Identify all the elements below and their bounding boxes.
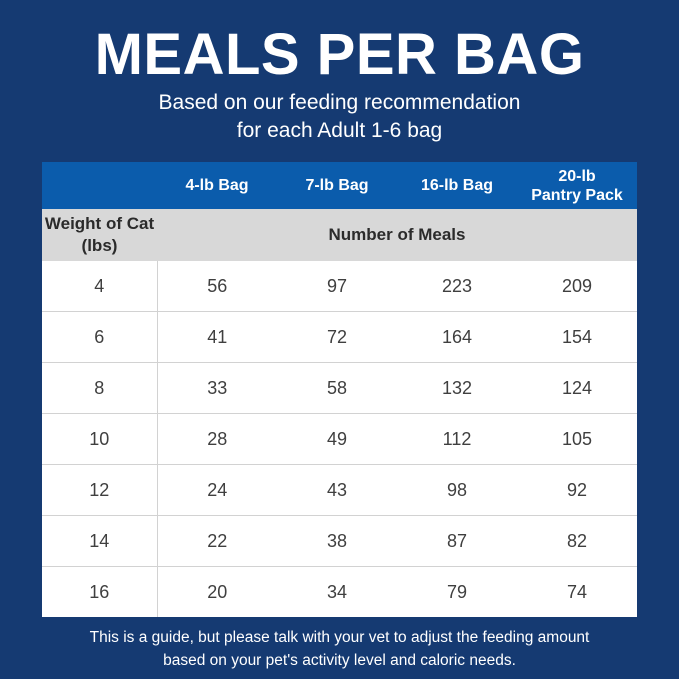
meals-cell: 92 — [517, 465, 637, 516]
meals-cell: 79 — [397, 567, 517, 618]
meals-cell: 132 — [397, 363, 517, 414]
weight-header-line-1: Weight of Cat — [44, 214, 155, 233]
weight-of-cat-header — [42, 209, 157, 261]
meals-cell: 38 — [277, 516, 397, 567]
meals-cell: 223 — [397, 261, 517, 312]
table-row-weight-6 — [42, 312, 637, 363]
meals-cell: 58 — [277, 363, 397, 414]
meals-cell: 72 — [277, 312, 397, 363]
column-header-label: 4-lb Bag — [185, 177, 249, 194]
meals-cell: 98 — [397, 465, 517, 516]
meals-cell: 33 — [157, 363, 277, 414]
table-row-weight-4 — [42, 261, 637, 312]
meals-cell: 56 — [157, 261, 277, 312]
meals-cell: 49 — [277, 414, 397, 465]
footnote — [0, 626, 679, 672]
subtitle-line-2: for each Adult 1-6 bag — [236, 119, 443, 142]
table-row-weight-16 — [42, 567, 637, 618]
bag-size-header-row — [42, 162, 637, 209]
meals-cell: 164 — [397, 312, 517, 363]
table-row-weight-14 — [42, 516, 637, 567]
weight-cell: 6 — [42, 312, 157, 363]
column-header-4lb-bag — [157, 162, 277, 209]
meals-cell: 154 — [517, 312, 637, 363]
meals-cell: 87 — [397, 516, 517, 567]
column-header-label: 20-lb — [558, 167, 596, 185]
meals-cell: 124 — [517, 363, 637, 414]
footnote-line-1: This is a guide, but please talk with your vet to adjust the feeding amount — [89, 629, 590, 646]
column-header-label: 16-lb Bag — [420, 177, 493, 194]
column-header-20lb-pantry-pack — [517, 162, 637, 209]
column-header-label: 7-lb Bag — [305, 177, 369, 194]
weight-cell: 10 — [42, 414, 157, 465]
meals-cell: 22 — [157, 516, 277, 567]
meals-cell: 209 — [517, 261, 637, 312]
meals-cell: 105 — [517, 414, 637, 465]
page-title: MEALS PER BAG — [94, 22, 585, 87]
subheader-row — [42, 209, 637, 261]
meals-cell: 41 — [157, 312, 277, 363]
weight-cell: 8 — [42, 363, 157, 414]
weight-cell: 14 — [42, 516, 157, 567]
meals-cell: 24 — [157, 465, 277, 516]
meals-cell: 97 — [277, 261, 397, 312]
weight-header-line-2: (lbs) — [81, 236, 118, 255]
empty-header-cell — [42, 162, 157, 209]
meals-cell: 112 — [397, 414, 517, 465]
column-header-label: Pantry Pack — [531, 186, 623, 204]
column-header-16lb-bag — [397, 162, 517, 209]
meals-cell: 74 — [517, 567, 637, 618]
page-subtitle — [0, 89, 679, 145]
table-row-weight-8 — [42, 363, 637, 414]
table-row-weight-10 — [42, 414, 637, 465]
meals-cell: 43 — [277, 465, 397, 516]
meals-cell: 82 — [517, 516, 637, 567]
subtitle-line-1: Based on our feeding recommendation — [158, 91, 521, 114]
number-of-meals-header: Number of Meals — [157, 209, 637, 261]
footnote-line-2: based on your pet's activity level and caloric needs. — [163, 652, 516, 669]
meals-per-bag-table — [42, 162, 637, 617]
meals-cell: 20 — [157, 567, 277, 618]
table-row-weight-12 — [42, 465, 637, 516]
meals-cell: 34 — [277, 567, 397, 618]
weight-cell: 4 — [42, 261, 157, 312]
weight-cell: 12 — [42, 465, 157, 516]
weight-cell: 16 — [42, 567, 157, 618]
column-header-7lb-bag — [277, 162, 397, 209]
meals-cell: 28 — [157, 414, 277, 465]
